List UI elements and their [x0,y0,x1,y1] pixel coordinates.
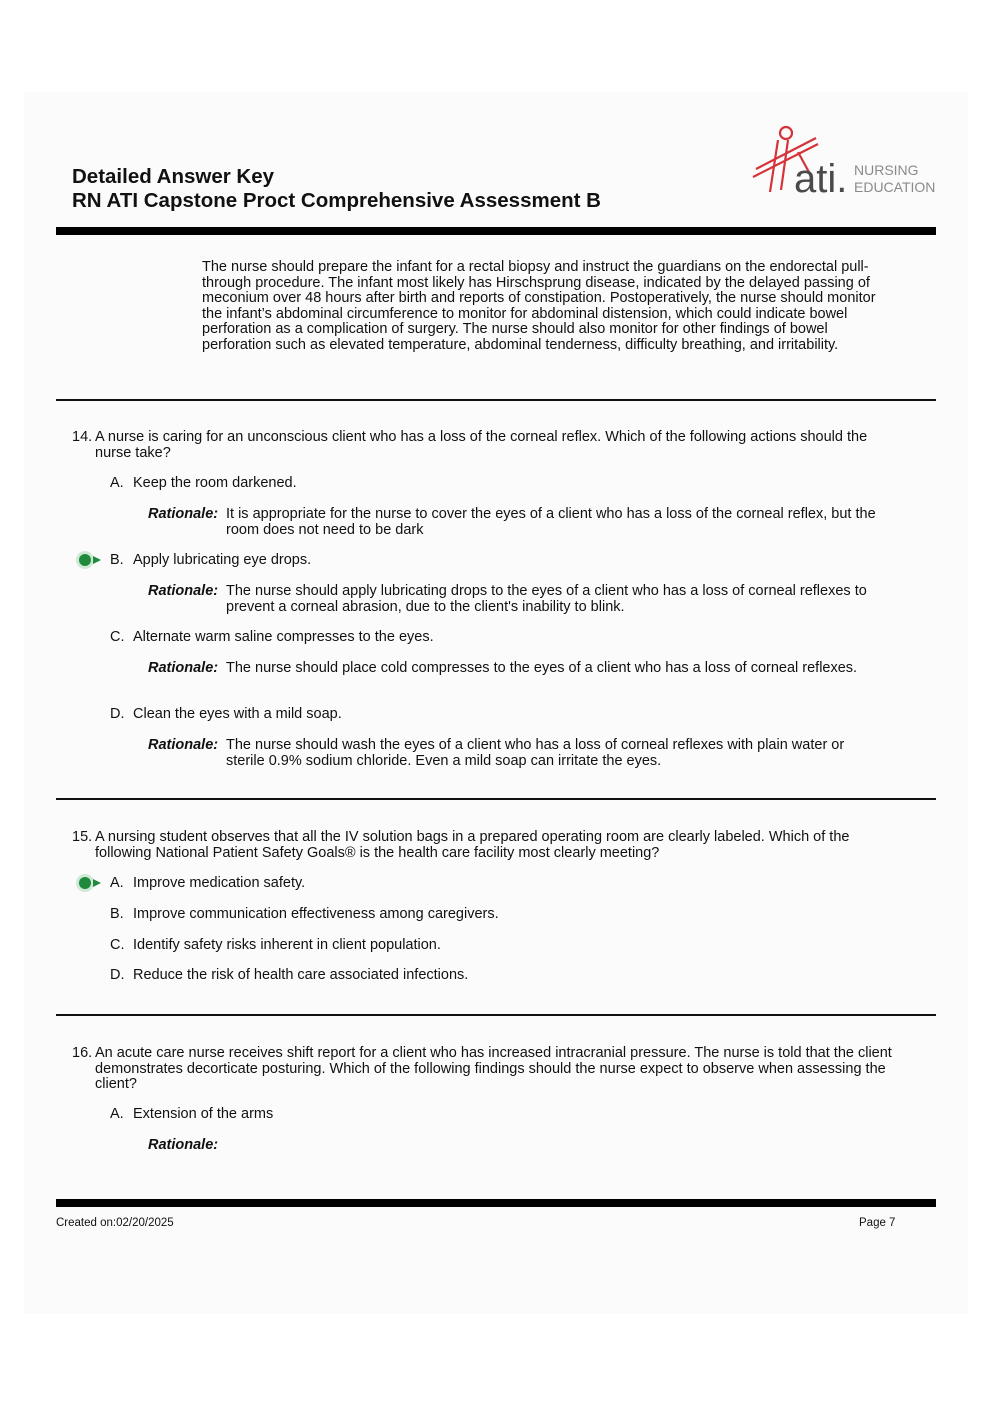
option-letter: C. [110,629,125,645]
section-divider [56,1014,936,1016]
q15-option-d [110,968,870,984]
question-16 [72,1046,892,1093]
title-line-2: RN ATI Capstone Proct Comprehensive Assessment B [72,189,601,212]
option-text: Extension of the arms [133,1106,274,1122]
option-letter: B. [110,906,124,922]
created-date: Created on:02/20/2025 [56,1217,174,1229]
question-number: 15. [72,829,93,845]
option-letter: A. [110,475,124,491]
option-letter: C. [110,937,125,953]
page-number: Page 7 [859,1217,896,1229]
rationale-label: Rationale: [148,1137,219,1153]
option-text: Alternate warm saline compresses to the eyes. [133,629,434,645]
option-text: Keep the room darkened. [133,475,297,491]
q16-option-a [110,1107,870,1123]
q14-option-c [110,630,870,646]
q15-option-c [110,938,870,954]
title-line-1: Detailed Answer Key [72,165,275,188]
option-letter: B. [110,552,124,568]
question-stem: A nurse is caring for an unconscious client who has a loss of the corneal reflex. Which of the following actions should the nurse take? [95,429,868,461]
q14-a-rationale [148,507,878,538]
rationale-text: The nurse should place cold compresses to the eyes of a client who has a loss of corneal reflexes. [226,660,858,676]
rationale-label: Rationale: [148,660,219,676]
q14-c-rationale [148,661,878,677]
ati-nursing-education-logo [748,122,936,202]
option-text: Clean the eyes with a mild soap. [133,706,342,722]
section-divider [56,798,936,800]
rationale-label: Rationale: [148,737,219,753]
q15-option-a [110,876,870,892]
header-divider [56,227,936,235]
q14-option-b [110,553,870,569]
question-15 [72,830,892,861]
correct-answer-marker-icon [74,549,104,571]
question-number: 16. [72,1045,93,1061]
option-letter: D. [110,706,125,722]
question-number: 14. [72,429,93,445]
option-text: Apply lubricating eye drops. [133,552,312,568]
option-letter: D. [110,967,125,983]
logo-line-1: NURSING [854,162,919,178]
rationale-text: The nurse should wash the eyes of a client who has a loss of corneal reflexes with plain water or sterile 0.9% sodium chloride. Even a mild soap can irritate the eyes. [226,737,845,769]
rationale-text: It is appropriate for the nurse to cover the eyes of a client who has a loss of the corneal reflex, but the room does not need to be dark [226,506,876,538]
page-title [72,165,601,213]
correct-answer-marker-icon [74,872,104,894]
option-text: Reduce the risk of health care associated infections. [133,967,469,983]
q14-option-a [110,476,870,492]
question-stem: A nursing student observes that all the IV solution bags in a prepared operating room are clearly labeled. Which of the following National Patient Safety Goals® is the health care facility most clearly meeting? [95,829,850,861]
option-letter: A. [110,1106,124,1122]
option-text: Improve medication safety. [133,875,306,891]
section-divider [56,399,936,401]
option-text: Improve communication effectiveness among caregivers. [133,906,499,922]
q16-a-rationale [148,1138,878,1154]
rationale-text [226,1138,878,1154]
question-stem: An acute care nurse receives shift report for a client who has increased intracranial pressure. The nurse is told that the client demonstrates decorticate posturing. Which of the following findings should the nurse expect to observe when assessing the client? [95,1045,892,1092]
option-letter: A. [110,875,124,891]
question-14 [72,430,892,461]
option-text: Identify safety risks inherent in client population. [133,937,441,953]
q14-d-rationale [148,738,878,769]
logo-brand: ati. [794,157,848,201]
q14-option-d [110,707,870,723]
footer-divider [56,1199,936,1207]
q15-option-b [110,907,870,923]
rationale-label: Rationale: [148,583,219,599]
intro-paragraph: The nurse should prepare the infant for a rectal biopsy and instruct the guardians on the endorectal pull-through procedure. The infant most likely has Hirschsprung disease, indicated by the delayed passing of meconium over 48 hours after birth and reports of constipation. Postoperatively, the nurse should monitor the infant’s abdominal circumference to monitor for abdominal distension, which could indicate bowel perforation as a complication of surgery. The nurse should also monitor for other findings of bowel perforation such as elevated temperature, abdominal tenderness, difficulty breathing, and irritability. [202,259,876,353]
q14-b-rationale [148,584,878,615]
rationale-label: Rationale: [148,506,219,522]
rationale-text: The nurse should apply lubricating drops to the eyes of a client who has a loss of corneal reflexes to prevent a corneal abrasion, due to the client's inability to blink. [226,583,867,615]
logo-line-2: EDUCATION [854,179,936,195]
